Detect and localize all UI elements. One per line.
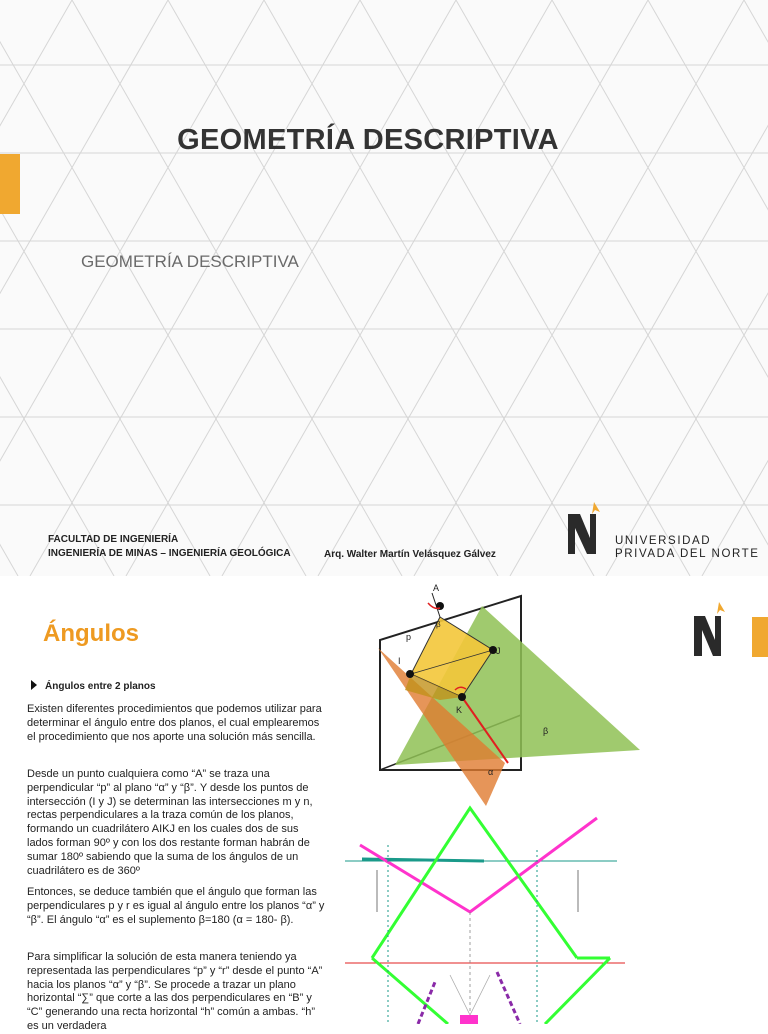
paragraph-3: Entonces, se deduce también que el ángulo que forman las perpendiculares p y r es igual al ángulo entre los planos “α” y “β”. El ángulo “α” es el suplemento β=180 (α = 180- β). <box>27 886 325 926</box>
green-trace-lower-right <box>545 958 610 1024</box>
label-beta-small: β <box>436 620 441 629</box>
trace-thick <box>362 859 484 861</box>
label-k: K <box>456 705 463 715</box>
paragraph-4: Para simplificar la solución de esta manera teniendo ya representada las perpendiculares “p” y “r” desde el punto “A” hacia los planos “α” y “β”. Se procede a trazar un plano horizontal “∑” que corte a las dos perpendiculares en “B” y “C” generando una recta horizontal “h” común a ambas. “h” es un verdadera <box>27 951 323 1032</box>
faculty-name: FACULTAD DE INGENIERÍA <box>48 534 179 545</box>
university-line-1: UNIVERSIDAD <box>615 535 712 547</box>
label-beta: β <box>543 726 549 736</box>
label-alpha: α <box>488 767 494 777</box>
university-line-2: PRIVADA DEL NORTE <box>615 548 760 560</box>
magenta-trace <box>360 818 597 912</box>
label-a: A <box>433 583 440 593</box>
label-i: I <box>398 656 401 666</box>
green-trace-lower-left <box>372 958 448 1024</box>
paragraph-1: Existen diferentes procedimientos que podemos utilizar para determinar el ángulo entre dos planos, el cual emplearemos el procedimiento que nos aporte una solución más sencilla. <box>27 703 322 743</box>
purple-dash-right <box>497 972 520 1024</box>
page-subtitle: GEOMETRÍA DESCRIPTIVA <box>81 252 299 271</box>
faculty-programs: INGENIERÍA DE MINAS – INGENIERÍA GEOLÓGICA <box>48 548 291 559</box>
point-i <box>406 670 414 678</box>
point-k <box>458 693 466 701</box>
purple-dash-left <box>418 982 435 1024</box>
planes-3d-figure <box>378 583 640 806</box>
paragraph-2: Desde un punto cualquiera como “A” se traza una perpendicular “p” al plano “α” y “β”. Y desde los puntos de intersección (I y J) se determinan las intersecciones m y n, rectas perpendiculares a la traza común de los planos, formando un cuadrilátero AIKJ en los cuales dos de sus lados forman 90º y con los dos restante forman habrán de sumar 180º sabiendo que la suma de los ángulos de un cuadrilátero es de 360º <box>27 768 313 877</box>
projection-figure <box>345 808 625 1024</box>
page-title: GEOMETRÍA DESCRIPTIVA <box>177 124 559 156</box>
author-name: Arq. Walter Martín Velásquez Gálvez <box>324 549 496 560</box>
label-p: p <box>406 632 412 642</box>
magenta-marker <box>460 1015 478 1024</box>
green-trace-upper <box>372 808 577 958</box>
label-j: J <box>496 646 501 656</box>
section-heading: Ángulos <box>43 620 139 647</box>
bullet-text: Ángulos entre 2 planos <box>45 681 156 692</box>
